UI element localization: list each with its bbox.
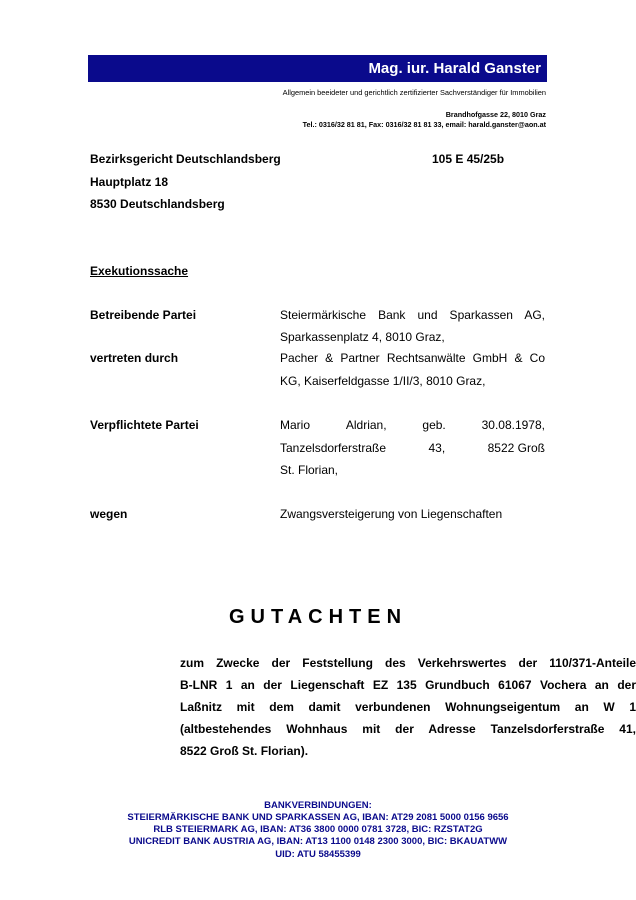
court-street: Hauptplatz 18: [90, 175, 169, 189]
file-number: 105 E 45/25b: [432, 152, 505, 166]
vat-id: UID: ATU 58455399: [275, 849, 361, 860]
represented-label: vertreten durch: [90, 351, 179, 365]
purpose-line-3: Laßnitz mit dem damit verbundenen Wohnungseigentum an W 1: [180, 700, 636, 714]
defendant-born-label: geb.: [422, 418, 446, 432]
represented-line-2: KG, Kaiserfeldgasse 1/II/3, 8010 Graz,: [280, 374, 486, 388]
purpose-line-2: B-LNR 1 an der Liegenschaft EZ 135 Grundbuch 61067 Vochera an der: [180, 678, 636, 692]
defendant-last-name: Aldrian,: [345, 418, 387, 432]
expert-name: Mag. iur. Harald Ganster: [368, 60, 541, 77]
expert-address: Brandhofgasse 22, 8010 Graz: [445, 110, 546, 119]
plaintiff-line-1-text: Steiermärkische Bank und Sparkassen AG,: [280, 308, 545, 322]
bank-line-2: RLB STEIERMARK AG, IBAN: AT36 3800 0000 0781 3728, BIC: RZSTAT2G: [153, 824, 483, 835]
reason-label: wegen: [90, 507, 128, 521]
defendant-first-name: Mario: [280, 418, 311, 432]
purpose-line-4: (altbestehendes Wohnhaus mit der Adresse Tanzelsdorferstraße 41,: [180, 722, 636, 736]
defendant-street: Tanzelsdorferstraße: [280, 441, 387, 455]
defendant-house-number: 43,: [428, 441, 446, 455]
bank-heading: BANKVERBINDUNGEN:: [264, 800, 372, 811]
purpose-line-5: 8522 Groß St. Florian).: [180, 744, 309, 758]
plaintiff-line-2: Sparkassenplatz 4, 8010 Graz,: [280, 330, 445, 344]
expert-contact: Tel.: 0316/32 81 81, Fax: 0316/32 81 81 33, email: harald.ganster@aon.at: [302, 120, 546, 129]
defendant-line-2: [280, 441, 545, 455]
reason-value: Zwangsversteigerung von Liegenschaften: [280, 507, 503, 521]
defendant-postcode-city: 8522 Groß: [487, 441, 545, 455]
letterhead-banner: [88, 55, 547, 82]
purpose-line-1: zum Zwecke der Feststellung des Verkehrswertes der 110/371-Anteile: [180, 656, 636, 670]
bank-line-1: STEIERMÄRKISCHE BANK UND SPARKASSEN AG, IBAN: AT29 2081 5000 0156 9656: [127, 812, 509, 823]
plaintiff-line-1: [280, 308, 545, 322]
court-name: Bezirksgericht Deutschlandsberg: [90, 152, 281, 166]
bank-line-3: UNICREDIT BANK AUSTRIA AG, IBAN: AT13 1100 0148 2300 3000, BIC: BKAUATWW: [128, 836, 508, 847]
defendant-birthdate: 30.08.1978,: [481, 418, 545, 432]
document-title: GUTACHTEN: [228, 606, 408, 628]
plaintiff-label: Betreibende Partei: [90, 308, 197, 322]
defendant-line-3: St. Florian,: [280, 463, 339, 477]
court-city: 8530 Deutschlandsberg: [90, 197, 225, 211]
represented-line-1-text: Pacher & Partner Rechtsanwälte GmbH & Co: [280, 351, 545, 365]
defendant-label: Verpflichtete Partei: [90, 418, 199, 432]
expert-tagline: Allgemein beeideter und gerichtlich zertifizierter Sachverständiger für Immobilien: [282, 88, 546, 97]
defendant-line-1: [280, 418, 545, 432]
case-type: Exekutionssache: [90, 264, 189, 278]
represented-line-1: [280, 351, 545, 365]
